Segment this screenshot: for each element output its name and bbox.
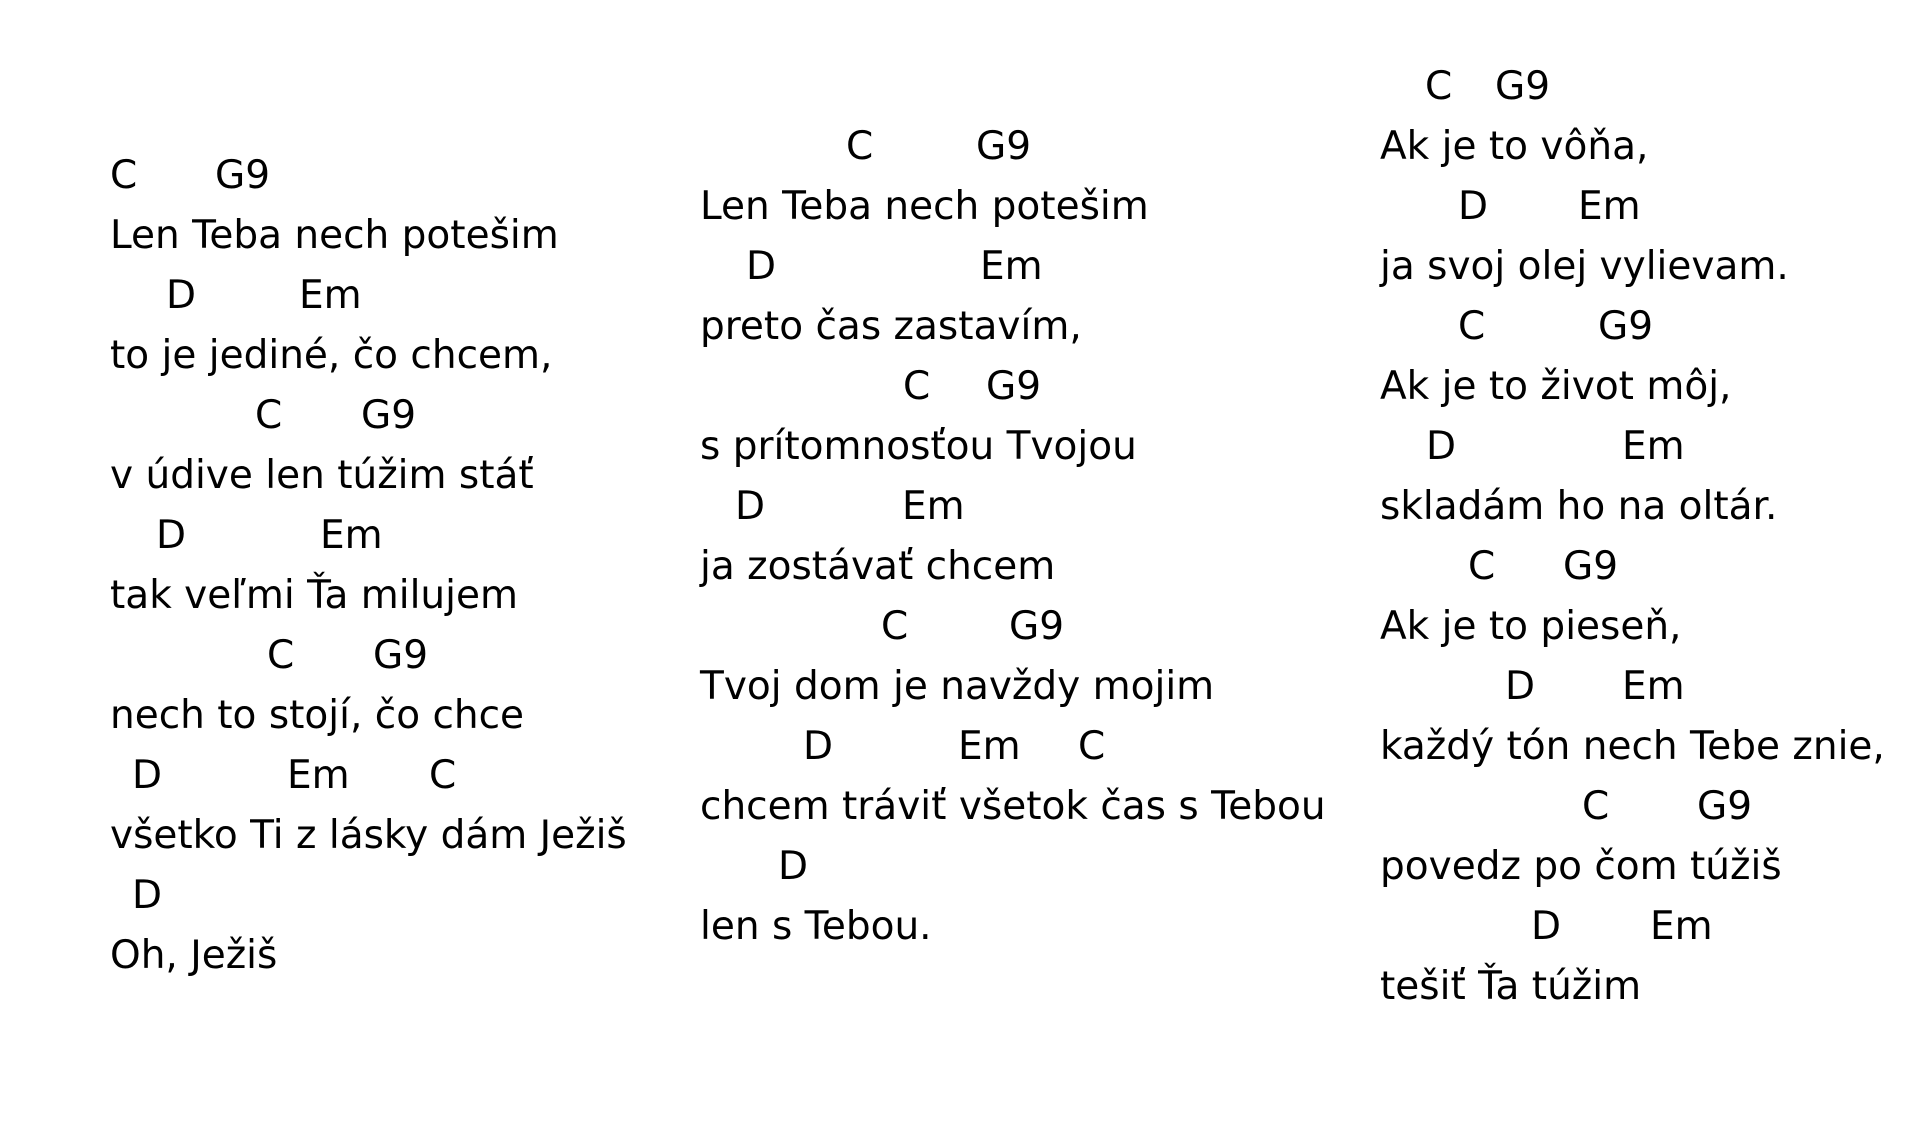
chord: D — [1458, 184, 1489, 229]
chord: G9 — [986, 364, 1042, 409]
lyric-line: Ak je to vôňa, — [1380, 124, 1649, 169]
lyric-line: chcem tráviť všetok čas s Tebou — [700, 784, 1326, 829]
lyric-line: Ak je to život môj, — [1380, 364, 1732, 409]
chord: C — [255, 393, 283, 438]
chord: Em — [299, 273, 362, 318]
chord: C — [110, 153, 138, 198]
chord-line — [1380, 537, 1619, 597]
chord: D — [746, 244, 777, 289]
chord-line — [700, 597, 1065, 657]
chord: Em — [287, 753, 350, 798]
chord-line — [1380, 297, 1654, 357]
lyric-line: Len Teba nech potešim — [700, 184, 1149, 229]
chord: C — [846, 124, 874, 169]
lyric-line: každý tón nech Tebe znie, — [1380, 724, 1885, 769]
lyric-line: nech to stojí, čo chce — [110, 693, 525, 738]
chord: Em — [902, 484, 965, 529]
chord: C — [1425, 64, 1453, 109]
chord-line — [700, 717, 1106, 777]
chord: D — [156, 513, 187, 558]
chord: C — [1468, 544, 1496, 589]
chord: Em — [320, 513, 383, 558]
chord-line — [700, 477, 965, 537]
lyric-line: tešiť Ťa túžim — [1380, 964, 1642, 1009]
lyric-line: Oh, Ježiš — [110, 933, 278, 978]
chord: G9 — [1563, 544, 1619, 589]
chord-line — [110, 866, 184, 926]
chord: Em — [1622, 664, 1685, 709]
chord-line — [1380, 897, 1713, 957]
chord: G9 — [373, 633, 429, 678]
chord: G9 — [215, 153, 271, 198]
verse-column-1 — [110, 0, 670, 1080]
chord: C — [1582, 784, 1610, 829]
lyric-line: tak veľmi Ťa milujem — [110, 573, 518, 618]
chord: D — [735, 484, 766, 529]
chord-line — [110, 506, 383, 566]
chord-line — [1380, 417, 1685, 477]
chord: D — [166, 273, 197, 318]
chord-line — [110, 146, 271, 206]
lyric-line: ja svoj olej vylievam. — [1380, 244, 1789, 289]
chord: D — [778, 844, 809, 889]
chord-line — [1380, 57, 1551, 117]
lyric-line: všetko Ti z lásky dám Ježiš — [110, 813, 627, 858]
lyric-line: Ak je to pieseň, — [1380, 604, 1682, 649]
chord: G9 — [1009, 604, 1065, 649]
chord: Em — [958, 724, 1021, 769]
chord-line — [700, 357, 1042, 417]
chord: D — [132, 753, 163, 798]
chord: Em — [980, 244, 1043, 289]
chord: C — [1078, 724, 1106, 769]
chord: D — [1531, 904, 1562, 949]
lyric-line: Len Teba nech potešim — [110, 213, 559, 258]
lyric-line: povedz po čom túžiš — [1380, 844, 1782, 889]
chord-line — [1380, 777, 1753, 837]
verse-column-2 — [700, 0, 1340, 1080]
chord-line — [110, 386, 417, 446]
lyric-line: Tvoj dom je navždy mojim — [700, 664, 1215, 709]
chord: C — [881, 604, 909, 649]
lyric-line: s prítomnosťou Tvojou — [700, 424, 1137, 469]
lyric-line: skladám ho na oltár. — [1380, 484, 1778, 529]
lyric-line: v údive len túžim stáť — [110, 453, 534, 498]
chord-line — [700, 237, 1043, 297]
chord: C — [1458, 304, 1486, 349]
chord: D — [132, 873, 163, 918]
chord: D — [1426, 424, 1457, 469]
chord: D — [1505, 664, 1536, 709]
chord: D — [803, 724, 834, 769]
chord: G9 — [361, 393, 417, 438]
chord-line — [1380, 177, 1641, 237]
chord-line — [1380, 657, 1685, 717]
chord: G9 — [1598, 304, 1654, 349]
chord-line — [700, 117, 1032, 177]
lyric-line: len s Tebou. — [700, 904, 932, 949]
chord-line — [700, 837, 809, 897]
chord: C — [267, 633, 295, 678]
chord: Em — [1622, 424, 1685, 469]
chord: C — [903, 364, 931, 409]
chord: G9 — [1495, 64, 1551, 109]
lyric-line: ja zostávať chcem — [700, 544, 1056, 589]
chord: G9 — [976, 124, 1032, 169]
lyric-line: to je jediné, čo chcem, — [110, 333, 553, 378]
lyric-line: preto čas zastavím, — [700, 304, 1082, 349]
chord-line — [110, 626, 429, 686]
chord: Em — [1578, 184, 1641, 229]
chord: Em — [1650, 904, 1713, 949]
chord: C — [429, 753, 457, 798]
chord-line — [110, 266, 362, 326]
chord: G9 — [1697, 784, 1753, 829]
verse-column-3 — [1380, 0, 1920, 1080]
chord-line — [110, 746, 457, 806]
